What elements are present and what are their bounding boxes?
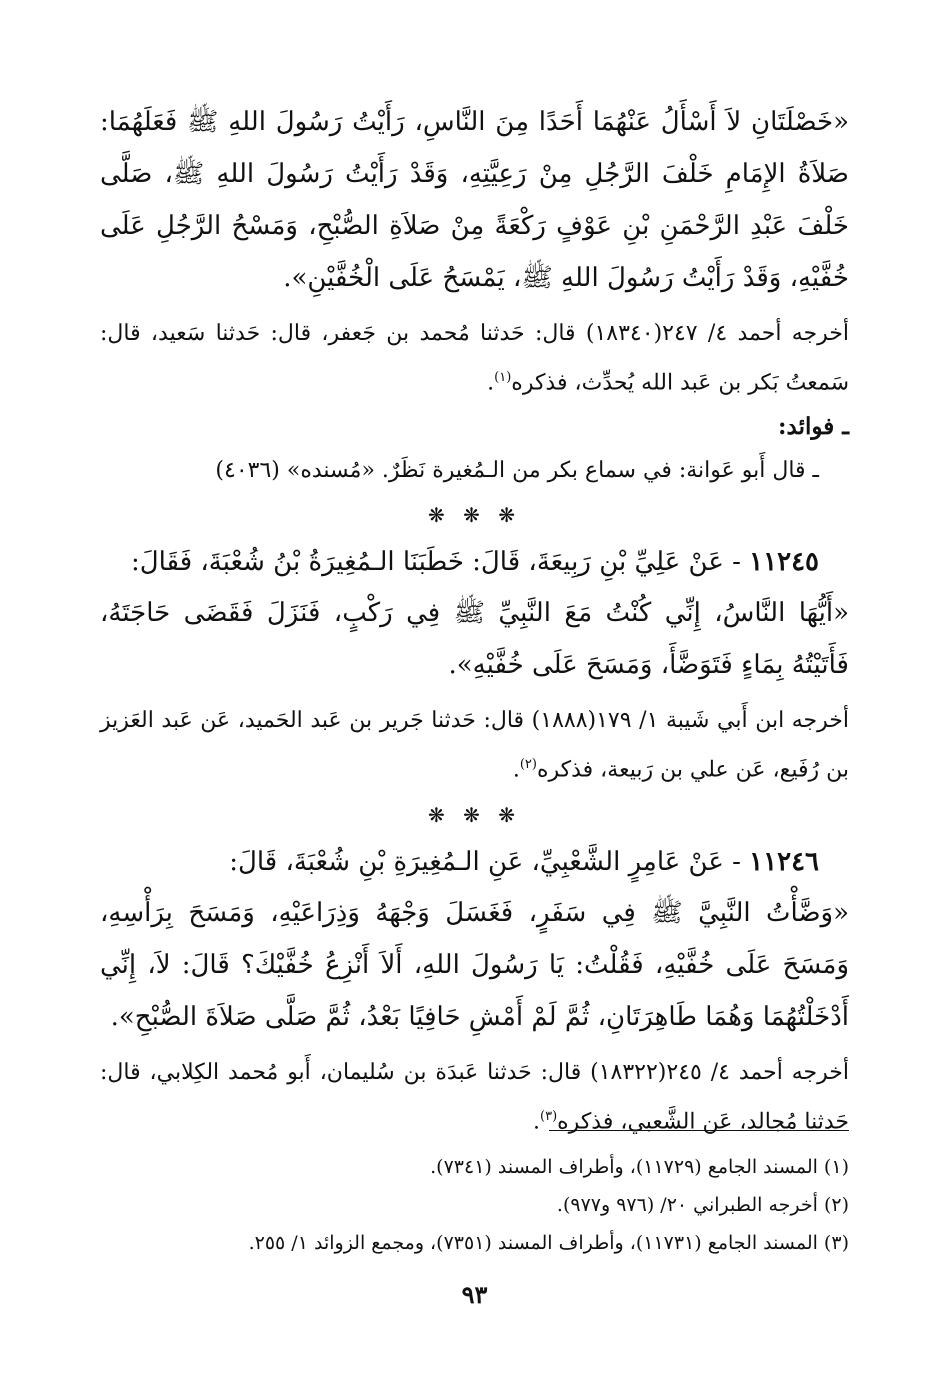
hadith-1246-text: «وَضَّأْتُ النَّبِيَّ ﷺ فِي سَفَرٍ، فَغَسَلَ وَجْهَهُ وَذِرَاعَيْهِ، وَمَسَحَ بِرَأْسِهِ، وَمَسَحَ عَلَى خُفَّيْهِ، فَقُلْتُ: يَا رَسُولَ اللهِ، أَلاَ أَنْزِعُ خُفَّيْكَ؟ قَالَ: لاَ، إِنِّي أَدْخَلْتُهُمَا وَهُمَا طَاهِرَتَانِ، ثُمَّ لَمْ أَمْشِ حَافِيًا بَعْدُ، ثُمَّ صَلَّى صَلاَةَ الصُّبْحِ». xyxy=(100,897,849,1032)
takhrij-1-text: أخرجه أحمد ٤/ ٢٤٧(١٨٣٤٠) قال: حَدثنا مُحمد بن جَعفر، قال: حَدثنا سَعيد، قال: سَمعتُ بَكر بن عَبد الله يُحدِّث، فذكره xyxy=(100,321,850,396)
hadith-number-1245: ١١٢٤٥ xyxy=(749,547,819,578)
footnote-2: (٢) أخرجه الطبراني ٢٠/ (٩٧٦ و٩٧٧). xyxy=(556,1194,849,1216)
section-separator-1: ❋ ❋ ❋ xyxy=(428,503,521,528)
footer-area xyxy=(100,0,849,1386)
takhrij-1246: أخرجه أحمد ٤/ ٢٤٥(١٨٣٢٢) قال: حَدثنا عَبدَة بن سُليمان، أَبو مُحمد الكِلابي، قال: حَدثنا مُجالد، عَن الشَّعبي، فذكره$^{(٣)}$. xyxy=(100,1059,849,1134)
hadith-1245-text: «أَيُّهَا النَّاسُ، إِنِّي كُنْتُ مَعَ النَّبِيِّ ﷺ فِي رَكْبٍ، فَنَزَلَ فَقَضَى حَاجَتَهُ، فَأَتَيْتُهُ بِمَاءٍ فَتَوَضَّأَ، وَمَسَحَ عَلَى خُفَّيْهِ». xyxy=(100,598,849,681)
hadith-number-1246: ١١٢٤٦ xyxy=(749,846,819,877)
takhrij-1245: أخرجه ابن أَبي شَيبة ١/ ١٧٩(١٨٨٨) قال: حَدثنا جَرير بن عَبد الحَميد، عَن عَبد العَزيز بن رُفَيع، عَن علي بن رَبيعة، فذكره$^{(٢)}$. xyxy=(100,708,850,783)
takhrij-1245-text: أخرجه ابن أَبي شَيبة ١/ ١٧٩(١٨٨٨) قال: حَدثنا جَرير بن عَبد الحَميد، عَن عَبد العَزيز بن رُفَيع، عَن علي بن رَبيعة، فذكره xyxy=(100,708,850,783)
footnote-ref-2[interactable]: (٢) xyxy=(519,757,537,773)
footnote-1: (١) المسند الجامع (١١٧٢٩)، وأطراف المسند (٧٣٤١). xyxy=(430,1156,849,1178)
fawaid-title: ـ فوائد: xyxy=(778,413,849,441)
footnote-divider xyxy=(549,1130,849,1131)
footnote-ref-1[interactable]: (١) xyxy=(494,370,512,385)
footnote-ref-3[interactable]: (٣) xyxy=(540,1108,558,1124)
page-number: ٩٣ xyxy=(461,1280,488,1309)
hadith-text-1: «خَصْلَتَانِ لاَ أَسْأَلُ عَنْهُمَا أَحَدًا مِنَ النَّاسِ، رَأَيْتُ رَسُولَ اللهِ ﷺ فَعَلَهُمَا: صَلاَةُ الإِمَامِ خَلْفَ الرَّجُلِ مِنْ رَعِيَّتِهِ، وَقَدْ رَأَيْتُ رَسُولَ اللهِ ﷺ، صَلَّى خَلْفَ عَبْدِ الرَّحْمَنِ بْنِ عَوْفٍ رَكْعَةً مِنْ صَلاَةِ الصُّبْحِ، وَمَسْحُ الرَّجُلِ عَلَى خُفَّيْهِ، وَقَدْ رَأَيْتُ رَسُولَ اللهِ ﷺ، يَمْسَحُ عَلَى الْخُفَّيْنِ». xyxy=(100,107,849,293)
hadith-1246-isnad: - عَنْ عَامِرٍ الشَّعْبِيِّ، عَنِ الـمُغِيرَةِ بْنِ شُعْبَةَ، قَالَ: xyxy=(229,846,741,877)
fawaid-item: ـ قال أَبو عَوانة: في سماع بكر من الـمُغيرة نَظَرٌ. «مُسنده» (٤٠٣٦) xyxy=(215,458,819,484)
section-separator-2: ❋ ❋ ❋ xyxy=(428,802,521,827)
footnotes xyxy=(100,1148,849,1262)
takhrij-1246-text: أخرجه أحمد ٤/ ٢٤٥(١٨٣٢٢) قال: حَدثنا عَبدَة بن سُليمان، أَبو مُحمد الكِلابي، قال: حَدثنا مُجالد، عَن الشَّعبي، فذكره xyxy=(100,1059,849,1134)
footnote-3: (٣) المسند الجامع (١١٧٣١)، وأطراف المسند (٧٣٥١)، ومجمع الزوائد ١/ ٢٥٥. xyxy=(248,1232,849,1254)
hadith-1245-isnad: - عَنْ عَلِيِّ بْنِ رَبِيعَةَ، قَالَ: خَطَبَنَا الـمُغِيرَةُ بْنُ شُعْبَةَ، فَقَالَ: xyxy=(130,547,741,578)
takhrij-1: أخرجه أحمد ٤/ ٢٤٧(١٨٣٤٠) قال: حَدثنا مُحمد بن جَعفر، قال: حَدثنا سَعيد، قال: سَمعتُ بَكر بن عَبد الله يُحدِّث، فذكره$^{(١)}$. xyxy=(100,321,850,396)
